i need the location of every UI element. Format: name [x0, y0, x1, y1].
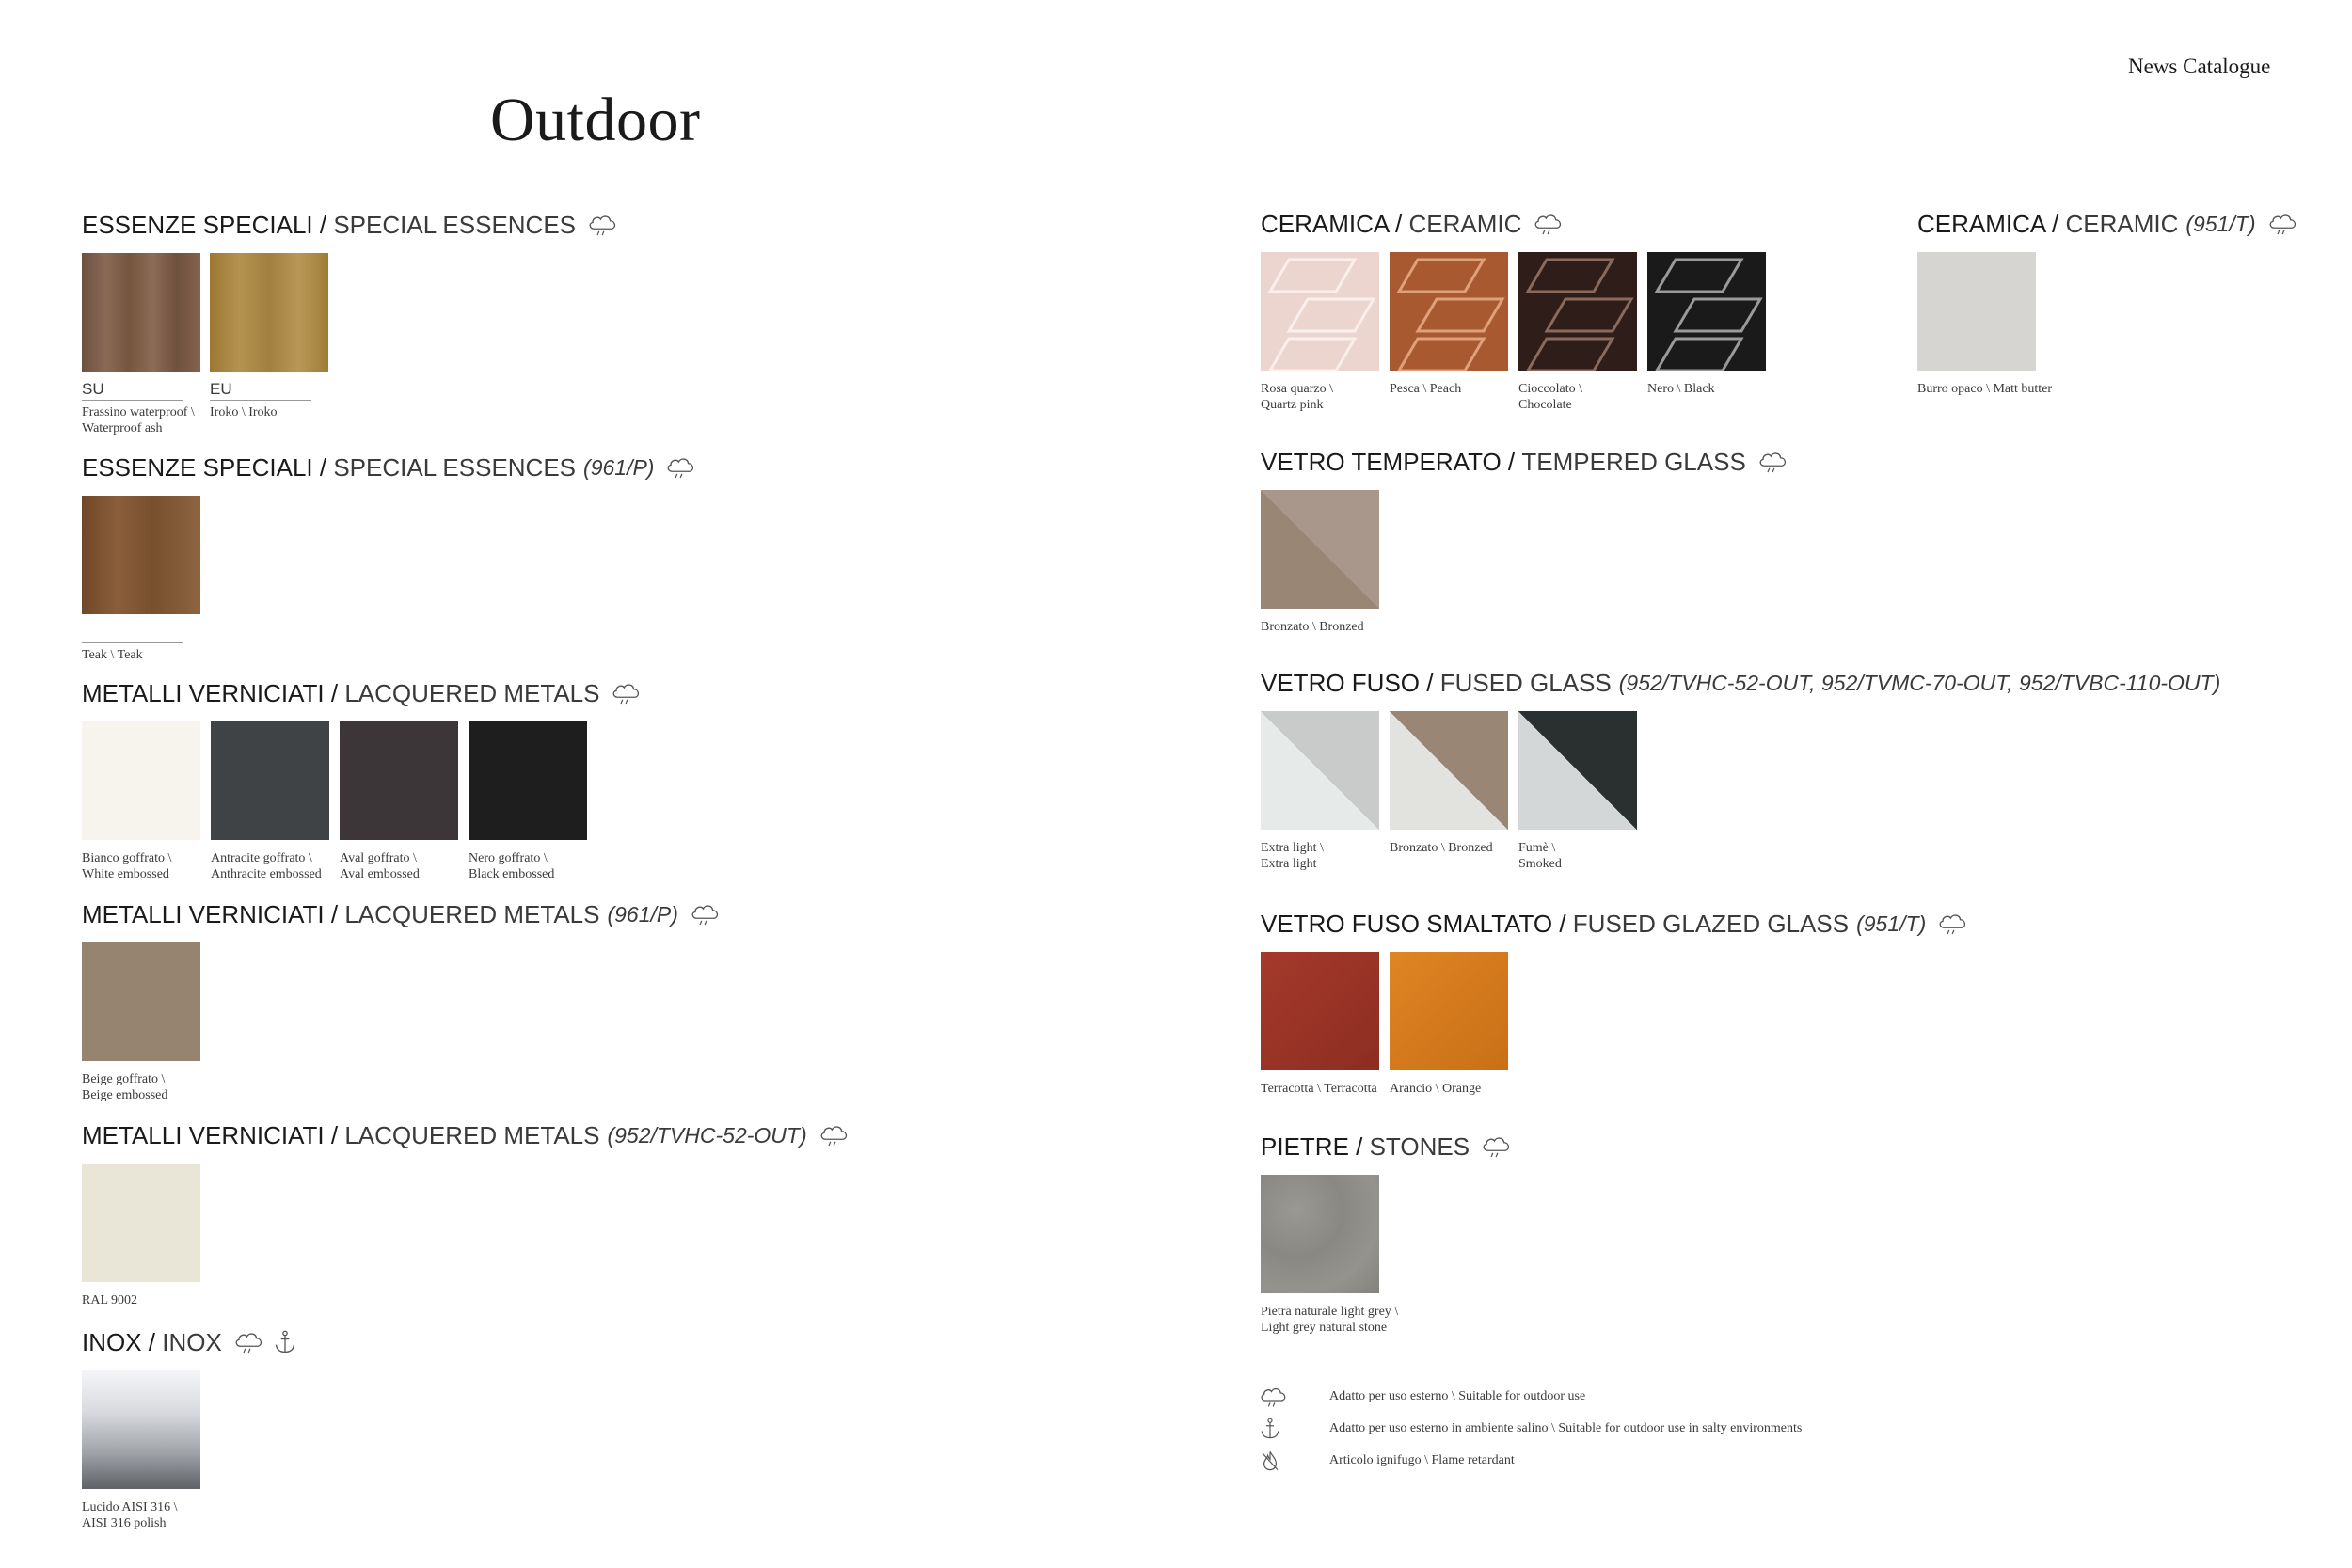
swatch-chip	[82, 1164, 200, 1282]
swatch-label: Cioccolato \	[1518, 382, 1583, 396]
swatch-label: Beige goffrato \	[82, 1072, 166, 1086]
heading-english: LACQUERED METALS	[344, 679, 600, 707]
legend-row	[1259, 1381, 1802, 1413]
swatch-chip	[82, 496, 200, 614]
swatch[interactable]	[211, 721, 329, 882]
heading-italian: VETRO FUSO /	[1261, 669, 1434, 697]
heading-english: INOX	[162, 1328, 222, 1356]
swatch-chip	[1647, 252, 1766, 371]
swatch[interactable]	[1917, 252, 2053, 397]
swatch-label: Extra light	[1261, 857, 1317, 871]
heading-code: (961/P)	[607, 902, 678, 927]
swatch[interactable]	[1390, 711, 1508, 872]
swatch[interactable]	[1390, 952, 1508, 1097]
heading-italian: METALLI VERNICIATI /	[82, 900, 339, 928]
swatch-chip	[1261, 490, 1379, 609]
legend-text: Adatto per uso esterno \ Suitable for outdoor use	[1329, 1389, 1586, 1403]
swatch-chip	[1390, 252, 1508, 371]
heading-english: CERAMIC	[2065, 210, 2179, 238]
swatch-chip	[1261, 1175, 1379, 1293]
swatch[interactable]	[1518, 711, 1637, 872]
swatch-chip	[1518, 711, 1637, 830]
swatch-code: EU	[210, 381, 311, 401]
anchor-icon	[273, 1330, 297, 1354]
outdoor-icon	[611, 681, 643, 705]
section-inox	[82, 1326, 297, 1531]
swatch-label: Black embossed	[469, 867, 555, 881]
heading-italian: CERAMICA /	[1917, 210, 2059, 238]
swatch-chip	[1390, 952, 1508, 1070]
section-lacquered-metals-961p	[82, 898, 722, 1103]
swatch-label: Quartz pink	[1261, 398, 1324, 412]
swatch-code: SU	[82, 381, 183, 401]
section-ceramic-951t	[1917, 208, 2299, 397]
ceramic-relief-pattern	[1390, 252, 1508, 371]
swatch-label: Pietra naturale light grey \	[1261, 1305, 1399, 1319]
swatch-label: Aval goffrato \	[340, 851, 417, 865]
swatch[interactable]	[210, 253, 328, 436]
section-heading	[1261, 908, 1969, 940]
section-special-essences-961p	[82, 451, 697, 663]
heading-english: STONES	[1369, 1132, 1470, 1161]
swatch-label: Bianco goffrato \	[82, 851, 172, 865]
section-heading	[82, 1119, 850, 1151]
swatch-chip	[1390, 711, 1508, 830]
heading-english: LACQUERED METALS	[344, 1121, 600, 1149]
outdoor-icon	[690, 902, 722, 927]
swatch-chip	[82, 1370, 200, 1489]
heading-code: (952/TVHC-52-OUT, 952/TVMC-70-OUT, 952/TVBC-110-OUT)	[1618, 671, 2221, 695]
swatch[interactable]	[1261, 1175, 1399, 1336]
swatch[interactable]	[1518, 252, 1637, 413]
heading-english: TEMPERED GLASS	[1521, 448, 1746, 476]
outdoor-icon	[818, 1123, 850, 1148]
section-fused-glazed-glass	[1261, 908, 1969, 1097]
swatch-chip	[340, 721, 458, 840]
section-heading	[1261, 667, 2220, 699]
catalogue-label: News Catalogue	[2128, 55, 2271, 78]
section-heading	[1917, 208, 2299, 240]
heading-english: SPECIAL ESSENCES	[333, 211, 577, 239]
heading-italian: ESSENZE SPECIALI /	[82, 211, 327, 239]
heading-italian: INOX /	[82, 1328, 156, 1356]
section-heading	[82, 451, 697, 483]
heading-english: LACQUERED METALS	[344, 900, 600, 928]
outdoor-icon	[1481, 1134, 1513, 1159]
swatch[interactable]	[1261, 490, 1379, 635]
heading-italian: VETRO FUSO SMALTATO /	[1261, 910, 1566, 938]
swatch-label: Fumè \	[1518, 841, 1556, 855]
swatch[interactable]	[82, 942, 200, 1103]
swatch-label: Lucido AISI 316 \	[82, 1500, 178, 1514]
swatch-label: Aval embossed	[340, 867, 420, 881]
swatch-label: Anthracite embossed	[211, 867, 322, 881]
swatch-chip	[211, 721, 329, 840]
legend	[1259, 1381, 1802, 1477]
swatch-code	[82, 624, 183, 643]
flame-retardant-icon	[1259, 1449, 1281, 1472]
swatch-label: Light grey natural stone	[1261, 1321, 1388, 1335]
swatch-chip	[1917, 252, 2036, 371]
swatch[interactable]	[1261, 252, 1379, 413]
ceramic-relief-pattern	[1647, 252, 1766, 371]
swatch-label: RAL 9002	[82, 1293, 137, 1307]
heading-code: (951/T)	[2185, 212, 2256, 236]
swatch-label: Beige embossed	[82, 1088, 168, 1102]
legend-text: Adatto per uso esterno in ambiente salino \ Suitable for outdoor use in salty environments	[1329, 1421, 1803, 1435]
swatch-chip	[82, 721, 200, 840]
swatch[interactable]	[82, 1164, 200, 1308]
outdoor-icon	[1533, 212, 1565, 236]
swatch-label: Waterproof ash	[82, 421, 163, 436]
swatch-chip	[469, 721, 587, 840]
heading-code: (952/TVHC-52-OUT)	[607, 1123, 807, 1148]
heading-english: SPECIAL ESSENCES	[333, 453, 577, 482]
swatch[interactable]	[1390, 252, 1508, 413]
heading-italian: METALLI VERNICIATI /	[82, 679, 339, 707]
section-heading	[82, 1326, 297, 1358]
swatch-label: White embossed	[82, 867, 169, 881]
outdoor-icon	[1757, 450, 1789, 474]
swatch-label: Pesca \ Peach	[1390, 382, 1462, 396]
heading-italian: VETRO TEMPERATO /	[1261, 448, 1516, 476]
swatch-label: Iroko \ Iroko	[210, 405, 278, 420]
heading-code: (961/P)	[583, 455, 655, 480]
swatch-label: Bronzato \ Bronzed	[1261, 620, 1364, 634]
section-ceramic	[1261, 208, 1766, 413]
page-title: Outdoor	[490, 86, 701, 154]
swatch-chip	[1261, 711, 1379, 830]
section-tempered-glass	[1261, 446, 1789, 635]
section-lacquered-metals-952	[82, 1119, 850, 1308]
heading-italian: CERAMICA /	[1261, 210, 1403, 238]
outdoor-icon	[233, 1330, 265, 1354]
swatch-label: Smoked	[1518, 857, 1562, 871]
section-stones	[1261, 1131, 1513, 1336]
swatch[interactable]	[82, 721, 200, 882]
heading-italian: ESSENZE SPECIALI /	[82, 453, 327, 482]
section-heading	[1261, 208, 1766, 240]
swatch[interactable]	[82, 1370, 200, 1531]
outdoor-icon	[1259, 1386, 1289, 1408]
swatch-label: Burro opaco \ Matt butter	[1917, 382, 2053, 396]
swatch-label: Nero \ Black	[1647, 382, 1715, 396]
swatch-label: AISI 316 polish	[82, 1516, 167, 1530]
section-heading	[82, 209, 619, 241]
heading-english: FUSED GLAZED GLASS	[1572, 910, 1850, 938]
swatch-chip	[82, 942, 200, 1061]
section-heading	[82, 898, 722, 930]
swatch[interactable]	[1647, 252, 1766, 413]
section-heading	[1261, 446, 1789, 478]
swatch-label: Frassino waterproof \	[82, 405, 195, 420]
swatch-chip	[1261, 252, 1379, 371]
swatch-label: Bronzato \ Bronzed	[1390, 841, 1493, 855]
section-special-essences	[82, 209, 619, 436]
swatch-label: Extra light \	[1261, 841, 1324, 855]
swatch-label: Nero goffrato \	[469, 851, 548, 865]
legend-row	[1259, 1445, 1802, 1477]
heading-italian: METALLI VERNICIATI /	[82, 1121, 339, 1149]
swatch-chip	[1518, 252, 1637, 371]
legend-text: Articolo ignifugo \ Flame retardant	[1329, 1453, 1515, 1467]
ceramic-relief-pattern	[1261, 252, 1379, 371]
legend-row	[1259, 1413, 1802, 1445]
swatch-label: Arancio \ Orange	[1390, 1082, 1482, 1096]
swatch-label: Antracite goffrato \	[211, 851, 312, 865]
section-fused-glass	[1261, 667, 2220, 872]
swatch-chip	[1261, 952, 1379, 1070]
outdoor-icon	[2267, 212, 2299, 236]
ceramic-relief-pattern	[1518, 252, 1637, 371]
swatch-label: Rosa quarzo \	[1261, 382, 1333, 396]
section-lacquered-metals	[82, 677, 643, 882]
swatch[interactable]	[82, 496, 200, 663]
swatch[interactable]	[340, 721, 458, 882]
swatch[interactable]	[1261, 952, 1379, 1097]
heading-italian: PIETRE /	[1261, 1132, 1363, 1161]
outdoor-icon	[1937, 911, 1969, 936]
swatch-chip	[210, 253, 328, 372]
outdoor-icon	[665, 455, 697, 480]
swatch-chip	[82, 253, 200, 372]
swatch[interactable]	[469, 721, 587, 882]
heading-english: FUSED GLASS	[1439, 669, 1612, 697]
swatch-label: Chocolate	[1518, 398, 1572, 412]
swatch[interactable]	[82, 253, 200, 436]
section-heading	[1261, 1131, 1513, 1163]
anchor-icon	[1259, 1418, 1281, 1440]
heading-code: (951/T)	[1856, 911, 1927, 936]
outdoor-icon	[587, 213, 619, 237]
heading-english: CERAMIC	[1408, 210, 1522, 238]
swatch-label: Teak \ Teak	[82, 648, 143, 662]
swatch-label: Terracotta \ Terracotta	[1261, 1082, 1377, 1096]
section-heading	[82, 677, 643, 709]
swatch[interactable]	[1261, 711, 1379, 872]
